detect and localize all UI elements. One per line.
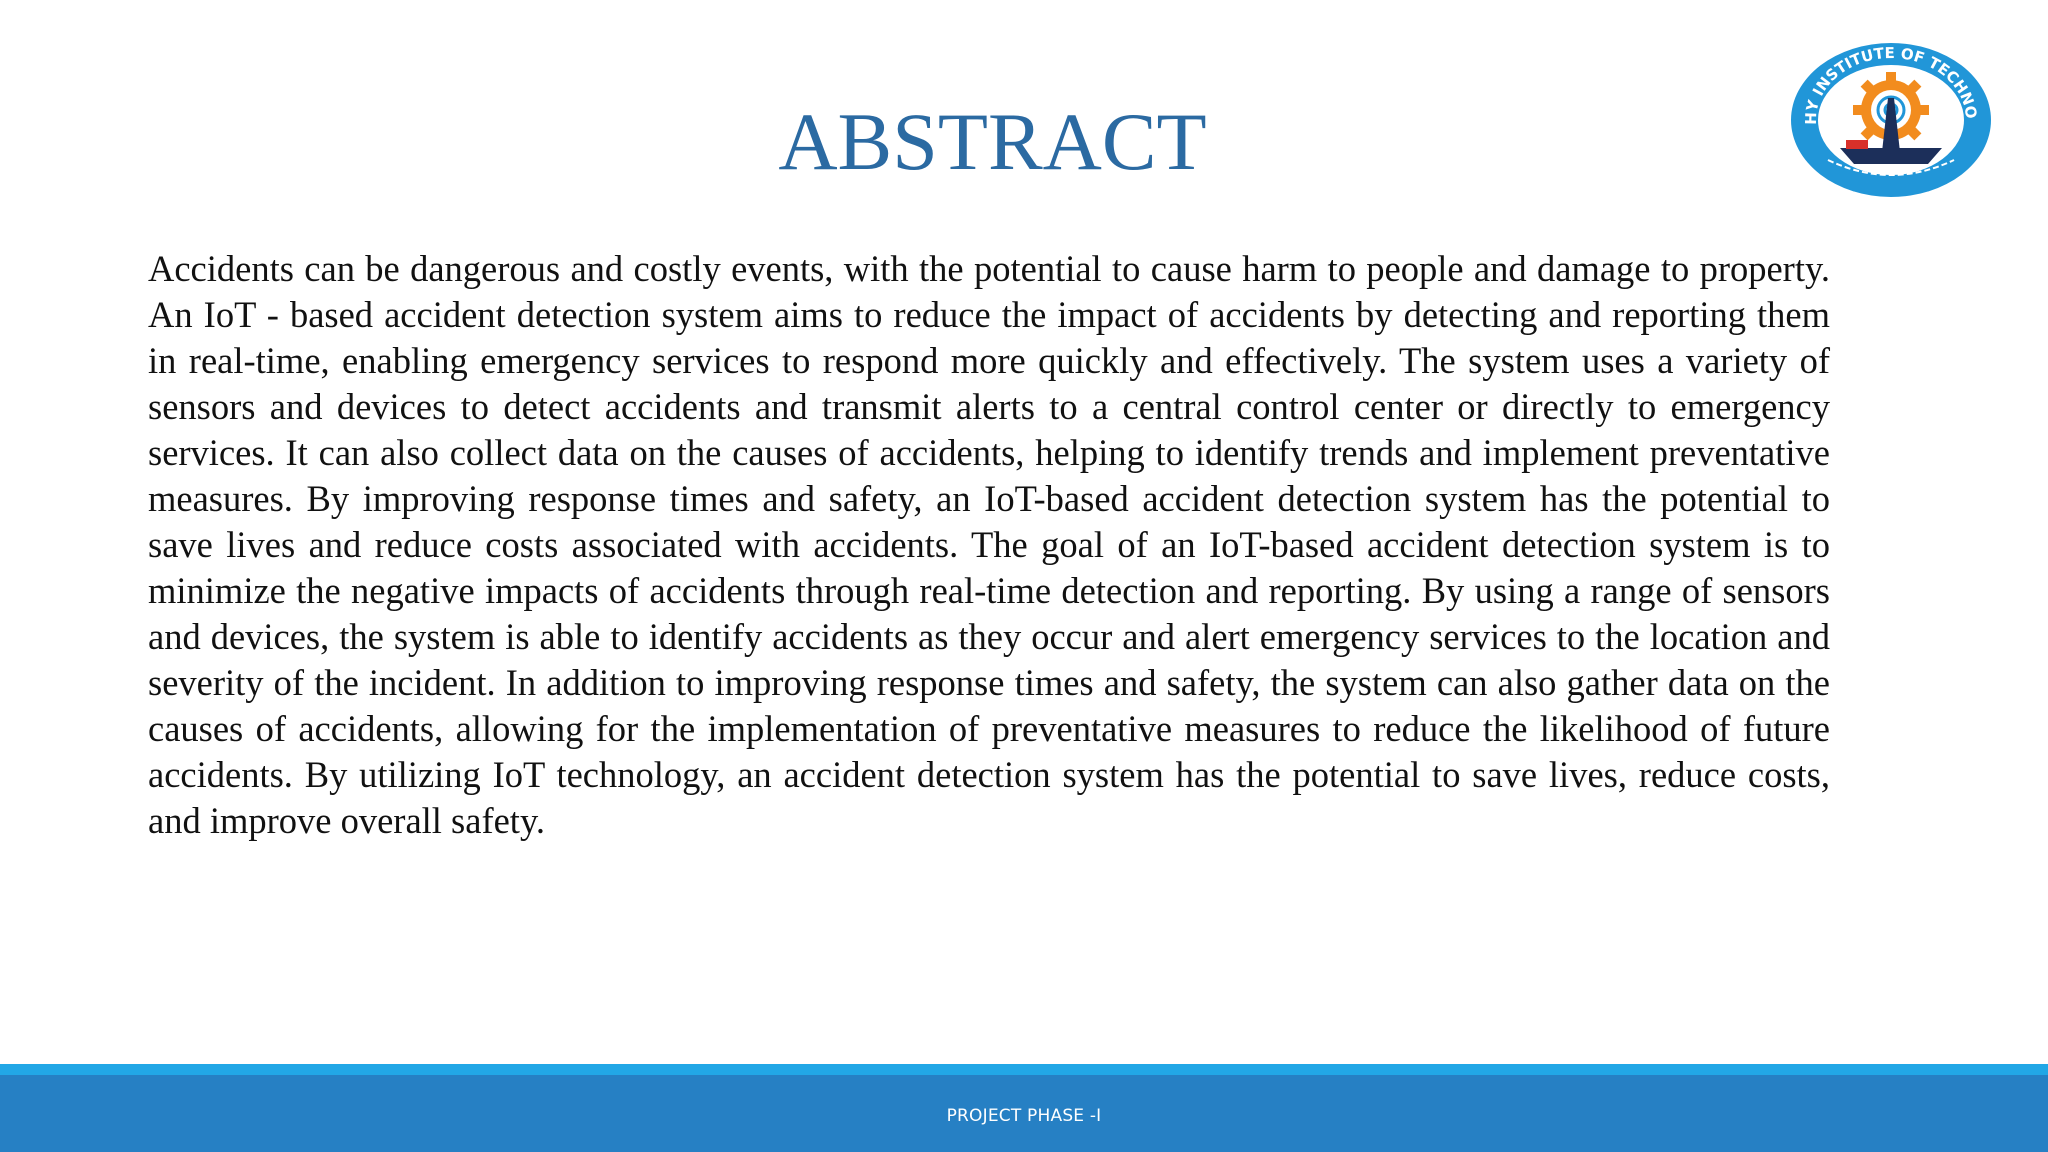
logo-text: HY INSTITUTE OF TECHNO [1801,43,1981,125]
abstract-paragraph: Accidents can be dangerous and costly events, with the potential to cause harm to people and damage to property. An IoT - based accident detection system aims to reduce the impact of accidents by detecting and reporting them in real-time, enabling emergency services to respond more quickly and effectively. The system uses a variety of sensors and devices to detect accidents and transmit alerts to a central control center or directly to emergency services. It can also collect data on the causes of accidents, helping to identify trends and implement preventative measures. By improving response times and safety, an IoT-based accident detection system has the potential to save lives and reduce costs associated with accidents. The goal of an IoT-based accident detection system is to minimize the negative impacts of accidents through real-time detection and reporting. By using a range of sensors and devices, the system is able to identify accidents as they occur and alert emergency services to the location and severity of the incident. In addition to improving response times and safety, the system can also gather data on the causes of accidents, allowing for the implementation of preventative measures to reduce the likelihood of future accidents. By utilizing IoT technology, an accident detection system has the potential to save lives, reduce costs, and improve overall safety. [148,248,1830,841]
institute-logo [1788,40,1994,200]
footer-label: PROJECT PHASE -I [946,1106,1102,1126]
slide-title: ABSTRACT [778,96,1207,187]
institute-seal-icon [1788,40,1994,200]
footer-stripe [0,1064,2048,1075]
